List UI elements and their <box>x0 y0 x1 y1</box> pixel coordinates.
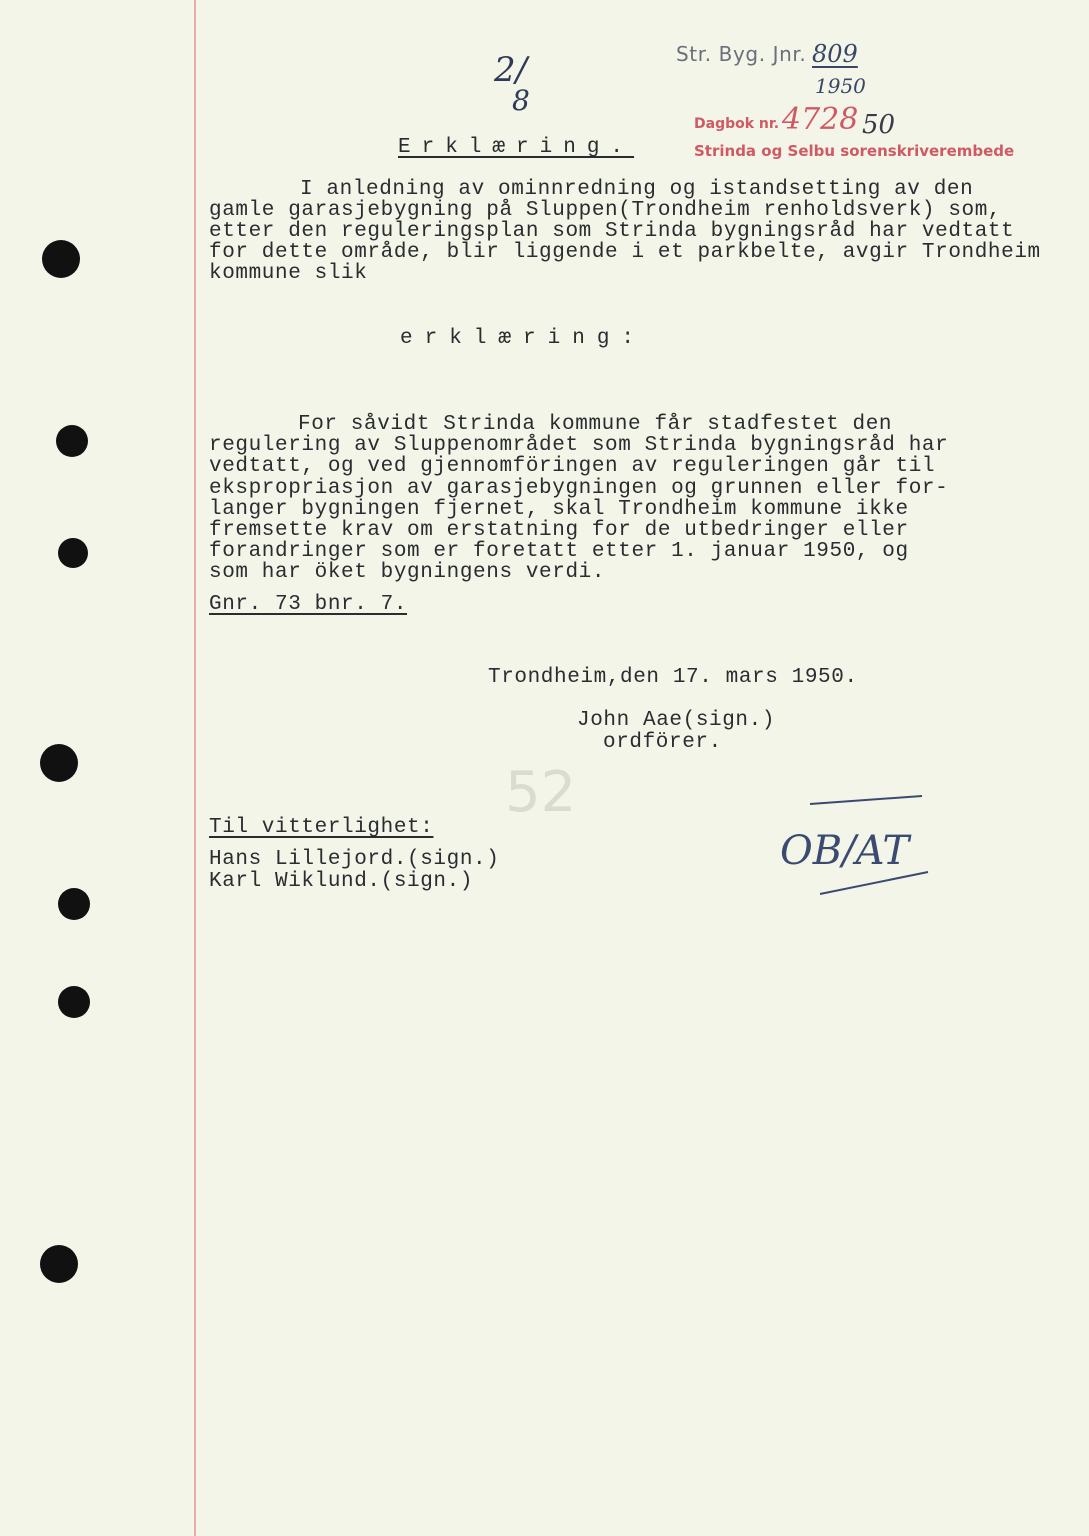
punch-hole <box>56 425 88 457</box>
paragraph-line: ekspropriasjon av garasjebygningen og grunnen eller for- <box>209 477 949 500</box>
stamp-journal-year: 1950 <box>815 74 866 98</box>
signer-name: John Aae(sign.) <box>577 709 776 732</box>
dagbok-stamp-label: Dagbok nr. <box>694 116 780 132</box>
punch-hole <box>58 538 88 568</box>
property-reference: Gnr. 73 bnr. 7. <box>209 593 408 616</box>
paragraph-line: I anledning av ominnredning og istandsetting av den <box>300 178 974 201</box>
paragraph-line: gamle garasjebygning på Sluppen(Trondheim renholdsverk) som, <box>209 199 1002 222</box>
paragraph-line: som har öket bygningens verdi. <box>209 561 606 584</box>
witness-name: Karl Wiklund.(sign.) <box>209 870 474 893</box>
margin-note: 2/ <box>494 50 528 90</box>
witness-heading: Til vitterlighet: <box>209 816 434 839</box>
punch-hole <box>42 240 80 278</box>
paragraph-line: regulering av Sluppenområdet som Strinda bygningsråd har <box>209 434 949 457</box>
office-stamp: Strinda og Selbu sorenskriverembede <box>694 142 1015 160</box>
subheading: erklæring: <box>400 327 647 350</box>
paragraph-line: vedtatt, og ved gjennomföringen av reguleringen går til <box>209 455 936 478</box>
witness-name: Hans Lillejord.(sign.) <box>209 848 500 871</box>
dagbok-stamp-year: 50 <box>862 110 896 140</box>
paragraph-line: For såvidt Strinda kommune får stadfestet den <box>298 413 893 436</box>
paragraph-line: etter den reguleringsplan som Strinda bygningsråd har vedtatt <box>209 220 1015 243</box>
document-title: Erklæring. <box>398 136 635 159</box>
margin-note: 8 <box>512 84 530 117</box>
paragraph-line: langer bygningen fjernet, skal Trondheim kommune ikke <box>209 498 909 521</box>
faint-stamp: 52 <box>505 760 577 825</box>
place-date: Trondheim,den 17. mars 1950. <box>488 666 858 689</box>
margin-rule <box>194 0 196 1536</box>
stamp-journal-number: 809 <box>812 40 858 68</box>
paragraph-line: kommune slik <box>209 262 368 285</box>
paragraph-line: fremsette krav om erstatning for de utbedringer eller <box>209 519 909 542</box>
punch-hole <box>58 888 90 920</box>
punch-hole <box>40 744 78 782</box>
stamp-journal-label: Str. Byg. Jnr. <box>676 42 807 66</box>
signer-title: ordförer. <box>603 731 722 754</box>
dagbok-stamp-number: 4728 <box>782 102 859 137</box>
punch-hole <box>40 1245 78 1283</box>
handwritten-initials: OB/AT <box>780 828 910 874</box>
paragraph-line: forandringer som er foretatt etter 1. januar 1950, og <box>209 540 909 563</box>
paragraph-line: for dette område, blir liggende i et parkbelte, avgir Trondheim <box>209 241 1041 264</box>
punch-hole <box>58 986 90 1018</box>
initials-underline <box>800 790 940 900</box>
